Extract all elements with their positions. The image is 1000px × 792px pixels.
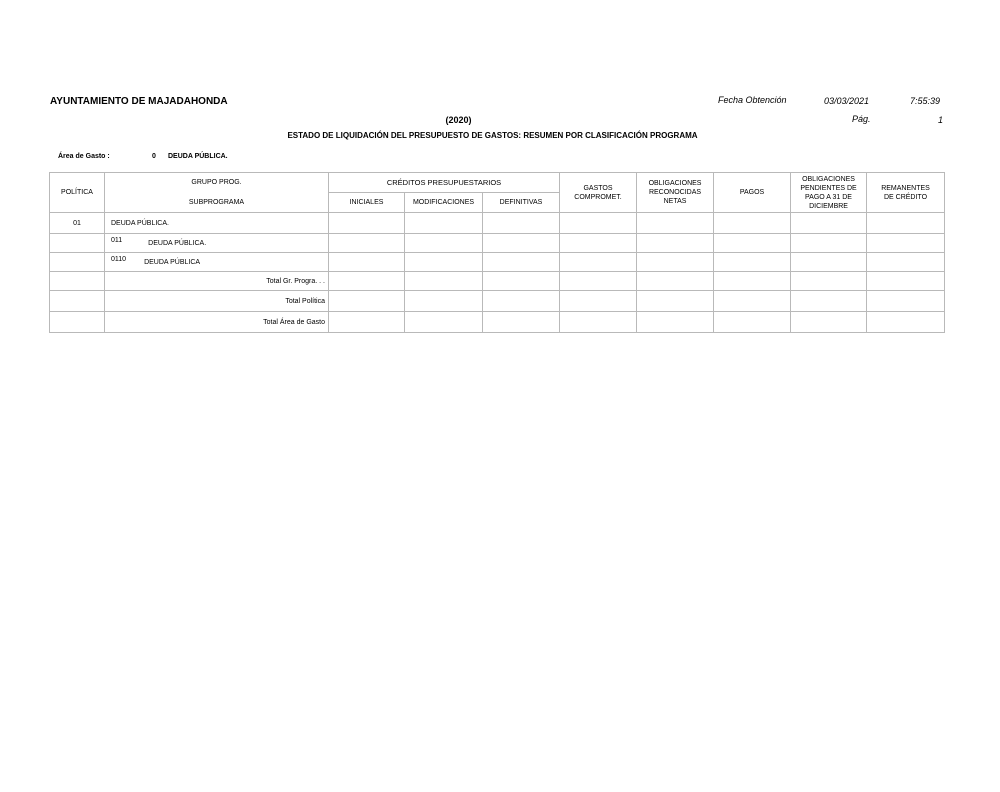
page-number: 1 [938,115,944,125]
header-modificaciones: MODIFICACIONES [405,193,483,213]
table-row [50,272,945,291]
time-value: 7:55:39 [910,96,941,106]
politica-code: 01 [50,213,105,234]
grupo-cell [105,234,329,253]
header-pagos: PAGOS [714,173,791,213]
header-definitivas: DEFINITIVAS [483,193,560,213]
header-obligaciones: OBLIGACIONES RECONOCIDAS NETAS [637,173,714,213]
header-grupo: GRUPO PROG. [105,173,329,193]
date-label: Fecha Obtención [718,95,787,105]
table-row [50,213,945,234]
area-code: 0 [152,153,156,160]
table-row [50,234,945,253]
table-row [50,312,945,333]
area-name: DEUDA PÚBLICA. [168,153,228,160]
table-row [50,253,945,272]
total-area-label: Total Área de Gasto [105,312,329,333]
grupo-name: DEUDA PÚBLICA. [148,239,207,247]
grupo-code: 011 [111,236,123,244]
header-politica: POLÍTICA [50,173,105,213]
header-iniciales: INICIALES [329,193,405,213]
header-pendientes: OBLIGACIONES PENDIENTES DE PAGO A 31 DE DICIEMBRE [791,173,867,213]
table-row [50,291,945,312]
page-label: Pág. [852,114,871,124]
organization-name: AYUNTAMIENTO DE MAJADAHONDA [50,96,228,107]
header-gastos: GASTOS COMPROMET. [560,173,637,213]
total-politica-label: Total Política [105,291,329,312]
subprograma-name: DEUDA PÚBLICA [144,258,201,266]
area-label: Área de Gasto : [58,153,110,160]
subprograma-cell [105,253,329,272]
header-subprograma: SUBPROGRAMA [105,193,329,213]
report-title: ESTADO DE LIQUIDACIÓN DEL PRESUPUESTO DE GASTOS: RESUMEN POR CLASIFICACIÓN PROGRAMA [287,131,698,140]
politica-name: DEUDA PÚBLICA. [105,213,329,234]
total-grupo-label: Total Gr. Progra. . . [105,272,329,291]
header-creditos: CRÉDITOS PRESUPUESTARIOS [329,173,560,193]
subprograma-code: 0110 [111,255,127,263]
date-value: 03/03/2021 [824,96,870,106]
header-remanentes: REMANENTES DE CRÉDITO [867,173,945,213]
budget-summary-table [49,172,945,333]
report-year: (2020) [445,115,472,125]
